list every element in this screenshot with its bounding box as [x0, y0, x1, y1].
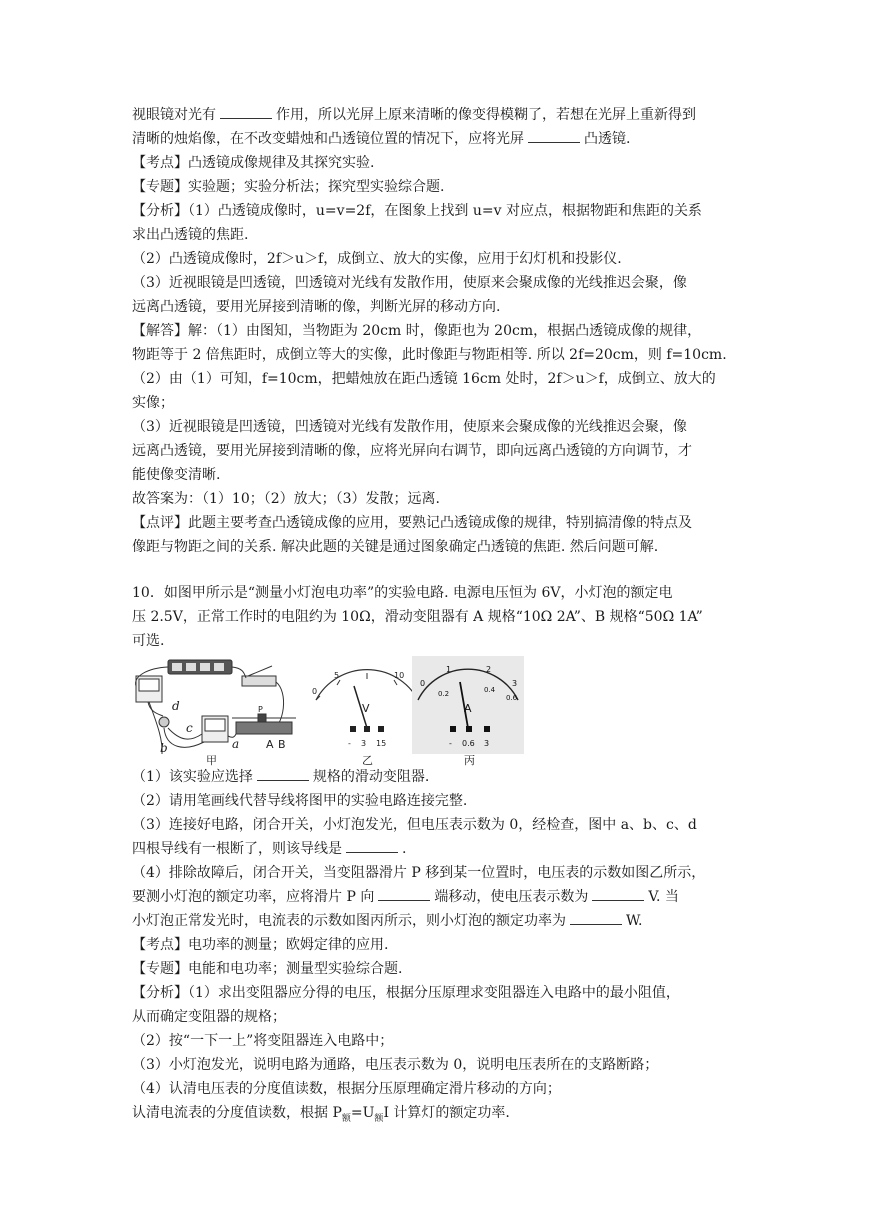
ammeter-dial [412, 656, 524, 767]
kaodian-line: 【考点】电功率的测量；欧姆定律的应用. [132, 937, 389, 953]
fenxi-line: 【分析】（1）求出变阻器应分得的电压，根据分压原理求变阻器连入电路中的最小阻值， [132, 985, 680, 1001]
text-line: 可选. [132, 633, 165, 649]
v-tick-0: 0 [312, 687, 318, 696]
slider-label-p: P [258, 705, 263, 714]
a-terminal-neg: - [449, 739, 452, 748]
text-line: （4）认清电压表的分度值读数，根据分压原理确定滑片移动的方向； [132, 1081, 561, 1097]
text-line: 认清电流表的分度值读数，根据 $P_额=U_额I$ 计算灯的额定功率. [132, 1105, 510, 1124]
text-line: （2）按“一下一上”将变阻器连入电路中； [132, 1033, 394, 1049]
a-tick-2: 2 [486, 665, 492, 674]
text-line: （3）近视眼镜是凹透镜，凹透镜对光线有发散作用，使原来会聚成像的光线推迟会聚，像 [132, 275, 687, 291]
text-line: （3）近视眼镜是凹透镜，凹透镜对光线有发散作用，使原来会聚成像的光线推迟会聚，像 [132, 419, 687, 435]
text-line: 从而确定变阻器的规格； [132, 1009, 286, 1025]
text-line: 求出凸透镜的焦距. [132, 227, 249, 243]
wire-label-c: c [186, 721, 193, 735]
circuit-figure [128, 656, 528, 768]
a-tick-0: 0 [420, 679, 426, 688]
text-line: 像距与物距之间的关系. 解决此题的关键是通过图象确定凸透镜的焦距. 然后问题可解. [132, 539, 659, 555]
answer-blank [346, 838, 398, 853]
sub-question-4: （4）排除故障后，闭合开关，当变阻器滑片 P 移到某一位置时，电压表的示数如图乙所示， [132, 865, 706, 881]
text-line: 远离凸透镜，要用光屏接到清晰的像，判断光屏的移动方向. [132, 299, 501, 315]
text-line: 清晰的烛焰像，在不改变蜡烛和凸透镜位置的情况下，应将光屏 凸透镜. [132, 128, 630, 150]
zhuanti-line: 【专题】电能和电功率；测量型实验综合题. [132, 961, 403, 977]
answer-blank [528, 128, 580, 143]
fenxi-line: 【分析】（1）凸透镜成像时，u=v=2f，在图象上找到 u=v 对应点，根据物距和焦距的关系 [132, 203, 702, 219]
wire-label-a: a [232, 737, 240, 751]
text-line: 远离凸透镜，要用光屏接到清晰的像，应将光屏向右调节，即向远离凸透镜的方向调节，才 [132, 443, 692, 459]
text-line: 四根导线有一根断了，则该导线是 . [132, 838, 406, 860]
dianping-line: 【点评】此题主要考查凸透镜成像的应用，要熟记凸透镜成像的规律，特别搞清像的特点及 [132, 515, 692, 531]
text-line: 小灯泡正常发光时，电流表的示数如图丙所示，则小灯泡的额定功率为 W. [132, 910, 642, 932]
text-line: 能使像变清晰. [132, 467, 221, 483]
caption-jia: 甲 [206, 754, 217, 767]
a-minor-04: 0.4 [484, 686, 496, 694]
sub-question-1: （1）该实验应选择 规格的滑动变阻器. [132, 766, 429, 788]
v-tick-5: 5 [334, 671, 340, 680]
terminal-label-b: B [278, 738, 286, 751]
text-line: 要测小灯泡的额定功率，应将滑片 P 向 端移动，使电压表示数为 V. 当 [132, 886, 679, 908]
a-tick-3: 3 [512, 679, 518, 688]
caption-bing: 丙 [464, 754, 475, 767]
answer-blank [257, 766, 309, 781]
question-10-stem: 10．如图甲所示是“测量小灯泡电功率”的实验电路. 电源电压恒为 6V，小灯泡的额定电 [132, 585, 673, 601]
a-minor-02: 0.2 [438, 690, 450, 698]
a-terminal-3: 3 [484, 739, 490, 748]
switch-icon [242, 676, 276, 686]
answer-blank [378, 886, 430, 901]
v-symbol: V [362, 702, 370, 715]
figure-svg [128, 656, 528, 768]
wire-label-b: b [160, 741, 168, 755]
v-terminal-15: 15 [376, 739, 387, 748]
rheostat-icon [236, 722, 292, 734]
kaodian-line: 【考点】凸透镜成像规律及其探究实验. [132, 155, 375, 171]
terminal-label-a: A [266, 738, 274, 751]
text-line: （2）由（1）可知，f=10cm，把蜡烛放在距凸透镜 16cm 处时，2f＞u＞f，成倒立、放大的 [132, 371, 716, 387]
answer-line: 故答案为：（1）10；（2）放大；（3）发散；远离. [132, 491, 440, 507]
sub-question-3: （3）连接好电路，闭合开关，小灯泡发光，但电压表示数为 0，经检查，图中 a、b、c、d [132, 817, 697, 833]
text-line: 实像； [132, 395, 174, 411]
text-line: 视眼镜对光有 作用，所以光屏上原来清晰的像变得模糊了，若想在光屏上重新得到 [132, 104, 696, 126]
answer-blank [220, 104, 272, 119]
answer-blank [570, 910, 622, 925]
text-line: 物距等于 2 倍焦距时，成倒立等大的实像，此时像距与物距相等. 所以 2f=20cm，则 f=10cm. [132, 347, 727, 363]
text-line: （2）凸透镜成像时，2f＞u＞f，成倒立、放大的实像，应用于幻灯机和投影仪. [132, 251, 622, 267]
v-tick-10: 10 [394, 671, 405, 680]
sub-question-2: （2）请用笔画线代替导线将图甲的实验电路连接完整. [132, 793, 468, 809]
wire-label-d: d [172, 699, 180, 713]
v-terminal-3: 3 [361, 739, 367, 748]
zhuanti-line: 【专题】实验题；实验分析法；探究型实验综合题. [132, 179, 445, 195]
caption-yi: 乙 [362, 754, 373, 767]
a-tick-1: 1 [446, 665, 452, 674]
bulb-icon [159, 717, 169, 727]
v-terminal-neg: - [348, 739, 351, 748]
answer-blank [592, 886, 644, 901]
text-line: （3）小灯泡发光，说明电路为通路，电压表示数为 0，说明电压表所在的支路断路； [132, 1057, 659, 1073]
text-line: 压 2.5V，正常工作时的电阻约为 10Ω，滑动变阻器有 A 规格“10Ω 2A”、B 规格“50Ω 1A” [132, 609, 703, 625]
jieda-line: 【解答】解：（1）由图知，当物距为 20cm 时，像距也为 20cm，根据凸透镜成像的规律， [132, 323, 702, 339]
a-symbol: A [464, 702, 472, 715]
voltmeter-dial [312, 670, 426, 767]
a-minor-06: 0.6 [506, 694, 518, 702]
a-terminal-06: 0.6 [462, 739, 475, 748]
